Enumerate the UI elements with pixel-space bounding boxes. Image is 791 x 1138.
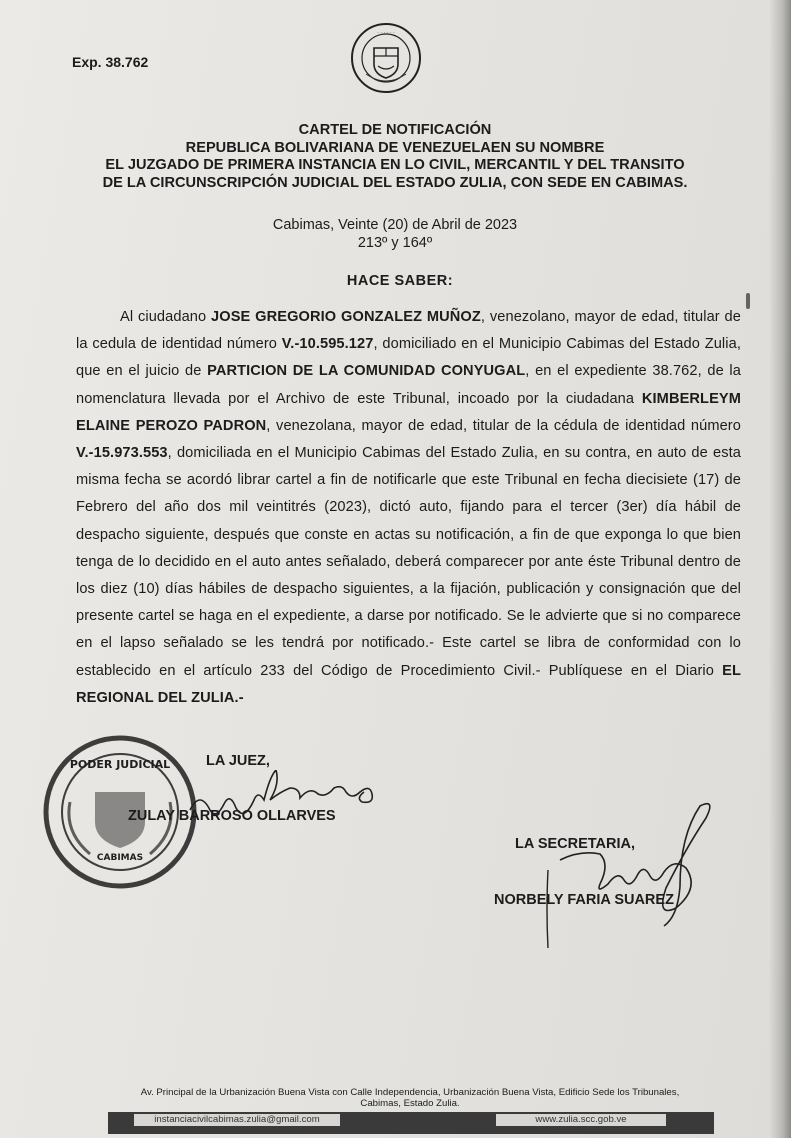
footer-email: instanciacivilcabimas.zulia@gmail.com bbox=[134, 1114, 340, 1126]
footer-address-line-2: Cabimas, Estado Zulia. bbox=[360, 1098, 460, 1109]
svg-text:· · · · · ·: · · · · · · bbox=[377, 30, 395, 36]
stamp-poder-judicial: PODER JUDICIAL bbox=[69, 758, 171, 771]
body-text-1: Al ciudadano bbox=[120, 309, 212, 325]
notification-body bbox=[76, 304, 741, 712]
defendant-id: V.-10.595.127 bbox=[281, 336, 374, 353]
years-line: 213º y 164º bbox=[357, 235, 433, 251]
heading-line-republic: REPUBLICA BOLIVARIANA DE VENEZUELAEN SU NOMBRE bbox=[185, 139, 605, 156]
judge-name: ZULAY BARROSO OLLARVES bbox=[128, 808, 336, 824]
heading-line-jurisdiction: DE LA CIRCUNSCRIPCIÓN JUDICIAL DEL ESTADO ZULIA, CON SEDE EN CABIMAS. bbox=[102, 174, 688, 191]
newspaper-name: EL REGIONAL DEL ZULIA.- bbox=[76, 662, 741, 706]
body-text-6: , domiciliada en el Municipio Cabimas del Estado Zulia, en su contra, en auto de esta misma fecha se acordó librar cartel a fin de notificarle que este Tribunal en fecha diecisiete (17) de Febrero del año dos mil veintitrés (2023), dictó auto, fijando para el tercer (3er) día hábil de despacho siguiente, después que conste en actas su notificación, a fin de que exponga lo que bien tenga de lo decidido en el auto antes señalado, deberá comparecer por ante éste Tribunal dentro de los diez (10) días hábiles de despacho siguientes, a la fijación, publicación y consignación que del presente cartel se haga en el expediente, a darse por notificado. Se le advierte que si no comparece en el lapso señalado se les tendrá por notificado.- Este cartel se libra de conformidad con lo establecido en el artículo 233 del Código de Procedimiento Civil.- Publíquese en el Diario bbox=[76, 445, 741, 679]
date-line: Cabimas, Veinte (20) de Abril de 2023 bbox=[272, 217, 518, 233]
body-text-3: , domiciliado en el Municipio Cabimas del Estado Zulia, que en el juicio de bbox=[76, 336, 741, 380]
date-block bbox=[230, 216, 560, 252]
page-shadow bbox=[769, 0, 791, 1138]
secretary-title: LA SECRETARIA, bbox=[515, 836, 636, 852]
expediente-number: Exp. 38.762 bbox=[72, 54, 149, 70]
secretary-name: NORBELY FARIA SUAREZ bbox=[494, 892, 674, 908]
judge-title: LA JUEZ, bbox=[206, 753, 270, 769]
coat-of-arms-seal-icon bbox=[350, 20, 422, 96]
body-text-2: , venezolano, mayor de edad, titular de la cedula de identidad número bbox=[76, 309, 741, 353]
body-text-5: , venezolana, mayor de edad, titular de la cédula de identidad número bbox=[266, 417, 741, 434]
plaintiff-id: V.-15.973.553 bbox=[76, 445, 168, 462]
ink-mark bbox=[746, 293, 750, 309]
heading-line-title: CARTEL DE NOTIFICACIÓN bbox=[298, 122, 492, 138]
plaintiff-name: KIMBERLEYM ELAINE PEROZO PADRON bbox=[76, 390, 741, 434]
document-heading bbox=[50, 122, 740, 192]
footer-address bbox=[90, 1087, 730, 1109]
hace-saber-heading: HACE SABER: bbox=[346, 273, 454, 289]
footer-address-line-1: Av. Principal de la Urbanización Buena Vista con Calle Independencia, Urbanización Buena Vista, Edificio Sede los Tribunales, bbox=[140, 1087, 680, 1098]
heading-line-court: EL JUZGADO DE PRIMERA INSTANCIA EN LO CIVIL, MERCANTIL Y DEL TRANSITO bbox=[105, 157, 685, 173]
footer-website: www.zulia.scc.gob.ve bbox=[496, 1114, 666, 1126]
defendant-name: JOSE GREGORIO GONZALEZ MUÑOZ bbox=[211, 309, 481, 325]
body-text-4: , en el expediente 38.762, de la nomenclatura llevada por el Archivo de este Tribunal, incoado por la ciudadana bbox=[76, 363, 741, 407]
case-type: PARTICION DE LA COMUNIDAD CONYUGAL bbox=[207, 363, 526, 380]
secretary-signature-icon bbox=[540, 780, 740, 960]
stamp-cabimas: CABIMAS bbox=[96, 853, 144, 863]
